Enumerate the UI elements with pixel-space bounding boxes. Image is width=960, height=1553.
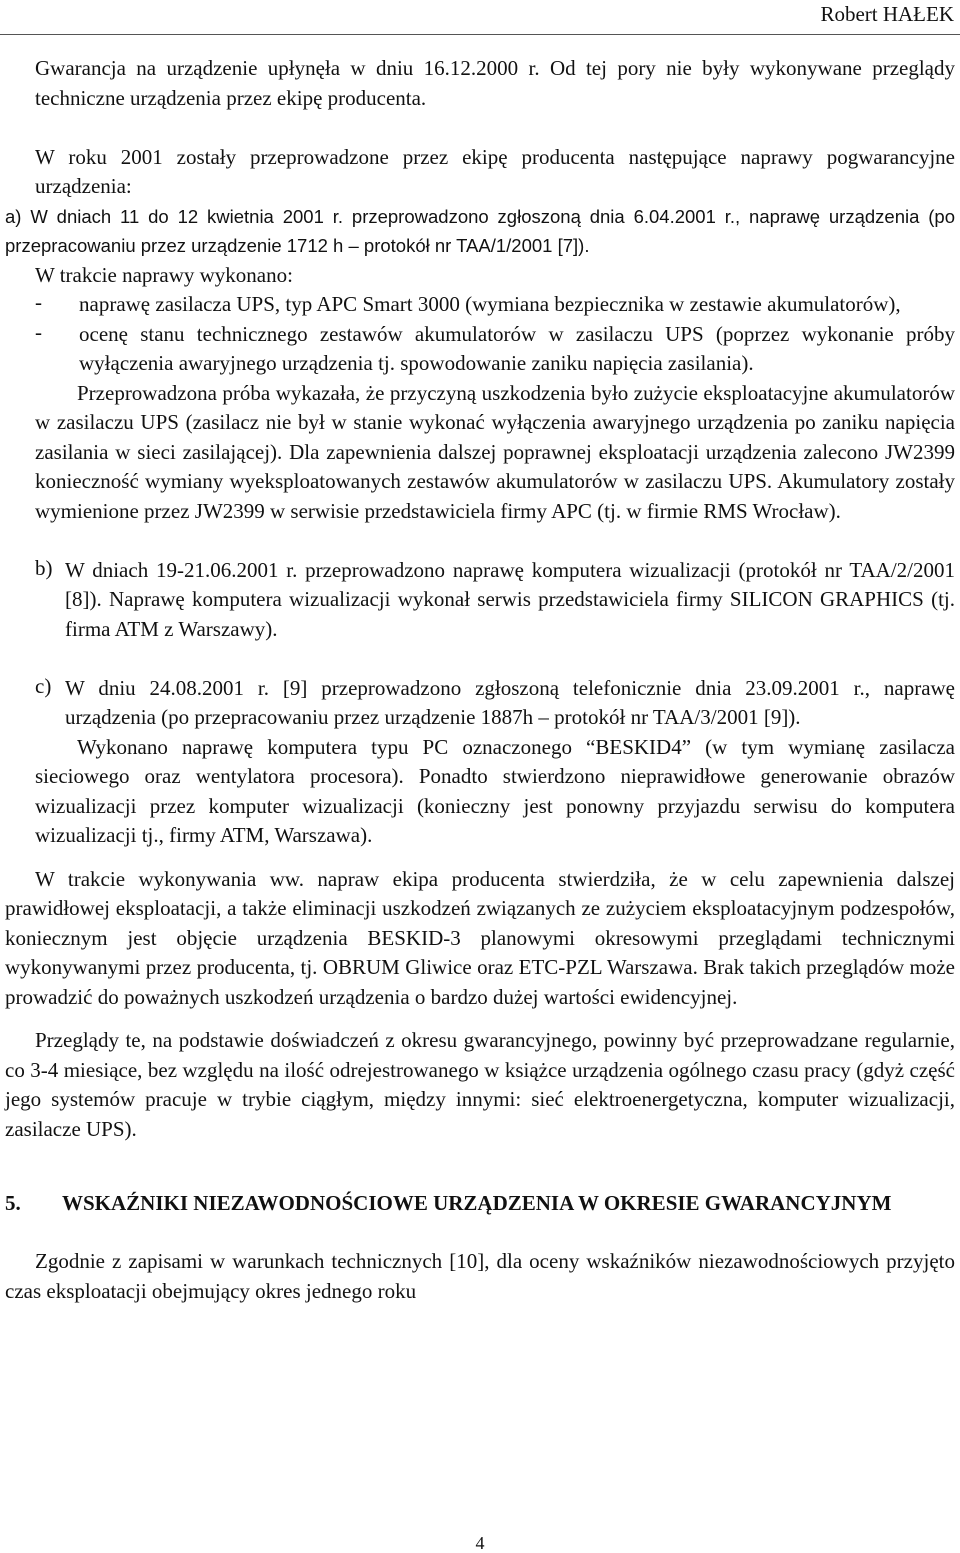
- list-item: [5, 320, 955, 379]
- header-rule: [0, 34, 960, 35]
- item-b-text: W dniach 19-21.06.2001 r. przeprowadzono naprawę komputera wizualizacji (protokół nr TAA/2/2001 [8]). Naprawę komputera wizualizacji wykonał serwis przedstawiciela firmy SILICON GRAPHICS (tj. firma ATM z Warszawy).: [65, 557, 955, 641]
- list-item-text: ocenę stanu technicznego zestawów akumulatorów w zasilaczu UPS (poprzez wykonanie próby wyłączenia awaryjnego urządzenia tj. spowodowanie zaniku napięcia zasilania).: [79, 321, 955, 375]
- list-item-text: naprawę zasilacza UPS, typ APC Smart 3000 (wymiana bezpiecznika w zestawie akumulatorów),: [79, 292, 901, 316]
- paragraph-inspections: Przeglądy te, na podstawie doświadczeń z okresu gwarancyjnego, powinny być przeprowadzane regularnie, co 3-4 miesiące, bez względu na ilość odrejestrowanego w książce urządzenia ogólnego czasu pracy (gdyż część jego systemów pracuje w trybie ciągłym, między innymi: sieć elektroenergetyczna, komputer wizualizacji, zasilacze UPS).: [5, 1028, 955, 1141]
- section-title: WSKAŹNIKI NIEZAWODNOŚCIOWE URZĄDZENIA W OKRESIE GWARANCYJNYM: [62, 1190, 892, 1215]
- section-number: 5.: [5, 1190, 21, 1215]
- paragraph-warranty: Gwarancja na urządzenie upłynęła w dniu 16.12.2000 r. Od tej pory nie były wykonywane przeglądy techniczne urządzenia przez ekipę producenta.: [35, 56, 955, 110]
- item-b: [5, 556, 955, 645]
- header-author: Robert HAŁEK: [820, 2, 954, 26]
- item-c: [5, 674, 955, 733]
- list-bullet: -: [35, 319, 42, 344]
- list-item: [5, 290, 955, 320]
- paragraph-repairs-intro: W roku 2001 zostały przeprowadzone przez ekipę producenta następujące naprawy pogwarancyjne urządzenia:: [35, 144, 955, 198]
- page-number: 4: [475, 1533, 485, 1553]
- item-a-conclusion: Przeprowadzona próba wykazała, że przyczyną uszkodzenia było zużycie eksploatacyjne akumulatorów w zasilaczu UPS (zasilacz nie był w stanie wykonać wyłączenia awaryjnego urządzenia po zaniku napięcia zasilania w sieci zasilającej). Dla zapewnienia dalszej poprawnej eksploatacji urządzenia zalecono JW2399 konieczność wymiany wyeksploatowanych zestawów akumulatorów w zasilaczu UPS. Akumulatory zostały wymienione przez JW2399 w serwisie przedstawiciela firmy APC (tj. w firmie RMS Wrocław).: [35, 380, 955, 523]
- item-c-label: c): [35, 673, 52, 698]
- item-c-detail: Wykonano naprawę komputera typu PC oznaczonego “BESKID4” (w tym wymianę zasilacza sieciowego oraz wentylatora procesora). Ponadto stwierdzono nieprawidłowe generowanie obrazów wizualizacji przez komputer wizualizacji (konieczny jest ponowny przyjazdu serwisu do komputera wizualizacji tj., firmy ATM, Warszawa).: [35, 734, 955, 847]
- list-bullet: -: [35, 290, 42, 314]
- item-a-intro: W trakcie naprawy wykonano:: [35, 262, 293, 287]
- item-b-label: b): [35, 555, 53, 580]
- document-body: [5, 54, 955, 1306]
- section-heading: [5, 1188, 955, 1218]
- paragraph-maintenance: W trakcie wykonywania ww. napraw ekipa producenta stwierdziła, że w celu zapewnienia dalszej prawidłowej eksploatacji, a także eliminacji uszkodzeń związanych ze zużyciem eksploatacyjnym podzespołów, koniecznym jest objęcie urządzenia BESKID-3 planowymi okresowymi przeglądami technicznymi wykonywanymi przez producenta, tj. OBRUM Gliwice oraz ETC-PZL Warszawa. Brak takich przeglądów może prowadzić do poważnych uszkodzeń urządzenia o bardzo dużej wartości ewidencyjnej.: [5, 866, 955, 1009]
- paragraph-last: Zgodnie z zapisami w warunkach technicznych [10], dla oceny wskaźników niezawodnościowych przyjęto czas eksploatacji obejmujący okres jednego roku: [5, 1249, 955, 1303]
- item-a-line: a) W dniach 11 do 12 kwietnia 2001 r. przeprowadzono zgłoszoną dnia 6.04.2001 r., naprawę urządzenia (po przepracowaniu przez urządzenie 1712 h – protokół nr TAA/1/2001 [7]).: [5, 205, 955, 256]
- item-c-text: W dniu 24.08.2001 r. [9] przeprowadzono zgłoszoną telefonicznie dnia 23.09.2001 r., naprawę urządzenia (po przepracowaniu przez urządzenie 1887h – protokół nr TAA/3/2001 [9]).: [65, 675, 955, 729]
